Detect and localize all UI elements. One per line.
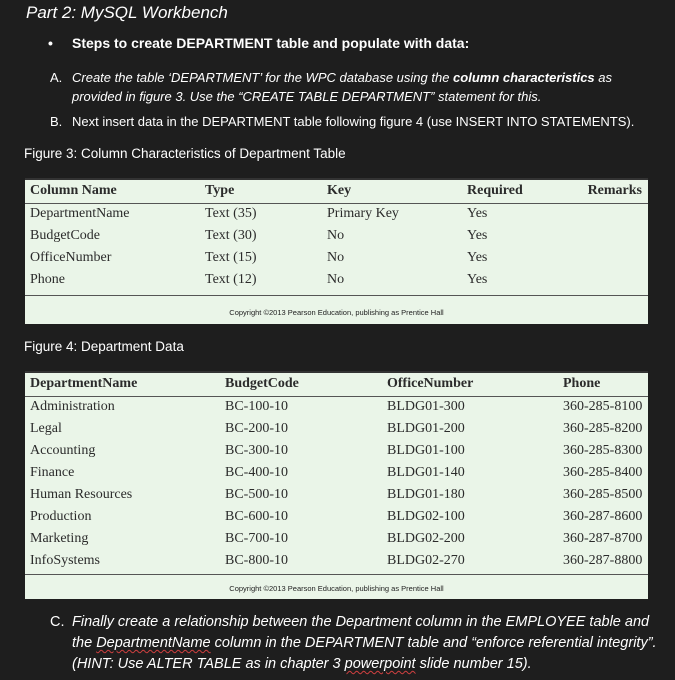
fig3-cell: Yes — [467, 228, 488, 243]
table-row — [25, 462, 648, 484]
figure4-caption: Figure 4: Department Data — [24, 339, 184, 354]
fig3-bottom-divider — [25, 295, 648, 296]
fig4-cell: BC-700-10 — [225, 531, 288, 546]
fig4-cell: BC-100-10 — [225, 399, 288, 414]
fig4-cell: InfoSystems — [30, 553, 100, 568]
fig3-header-key: Key — [327, 183, 352, 198]
step-c — [50, 612, 662, 675]
table-row — [25, 440, 648, 462]
fig3-cell: Text (12) — [205, 272, 257, 287]
fig4-cell: BLDG01-140 — [387, 465, 465, 480]
step-c-text-3: slide number 15). — [415, 656, 532, 672]
table-row — [25, 550, 648, 572]
figure4-header-row — [25, 373, 648, 395]
table-row — [25, 506, 648, 528]
step-a — [50, 68, 652, 106]
steps-bullet-text: Steps to create DEPARTMENT table and populate with data: — [72, 35, 470, 51]
steps-bullet — [48, 35, 469, 51]
figure3-table — [25, 178, 648, 324]
table-row — [25, 225, 648, 247]
fig4-cell: BLDG01-200 — [387, 421, 465, 436]
fig3-cell: Primary Key — [327, 206, 399, 221]
step-c-text — [72, 612, 662, 675]
fig3-cell: DepartmentName — [30, 206, 130, 221]
step-a-text-bold: column characteristics — [453, 70, 595, 85]
bullet-icon: • — [48, 35, 53, 51]
fig4-cell: Production — [30, 509, 92, 524]
step-a-text-2: as provided in figure 3. Use the “CREATE TABLE DEPARTMENT” statement for this. — [72, 70, 612, 104]
fig3-copyright: Copyright ©2013 Pearson Education, publishing as Prentice Hall — [229, 308, 444, 317]
fig4-header-budget-code: BudgetCode — [225, 376, 299, 391]
table-row — [25, 396, 648, 418]
fig4-cell: Marketing — [30, 531, 89, 546]
step-b-text: Next insert data in the DEPARTMENT table following figure 4 (use INSERT INTO STATEMENTS). — [72, 114, 635, 129]
fig4-cell: Finance — [30, 465, 75, 480]
step-a-text — [72, 68, 652, 106]
fig3-cell: BudgetCode — [30, 228, 100, 243]
fig4-copyright: Copyright ©2013 Pearson Education, publishing as Prentice Hall — [229, 584, 444, 593]
step-c-text-1: Finally create a relationship between the Department column in the EMPLOYEE table and the — [72, 614, 650, 651]
fig3-cell: Phone — [30, 272, 65, 287]
fig3-cell: OfficeNumber — [30, 250, 112, 265]
fig3-header-column-name: Column Name — [30, 183, 117, 198]
fig4-cell: BC-600-10 — [225, 509, 288, 524]
fig4-cell: BLDG02-200 — [387, 531, 465, 546]
fig3-header-required: Required — [467, 183, 523, 198]
fig3-cell: Yes — [467, 206, 488, 221]
fig4-cell: BLDG01-300 — [387, 399, 465, 414]
fig4-cell: 360-285-8500 — [563, 487, 643, 502]
page-title: Part 2: MySQL Workbench — [26, 3, 228, 22]
fig3-cell: Yes — [467, 272, 488, 287]
fig4-cell: BC-500-10 — [225, 487, 288, 502]
fig3-cell: No — [327, 272, 345, 287]
fig4-cell: 360-285-8100 — [563, 399, 643, 414]
table-row — [25, 418, 648, 440]
fig3-header-remarks: Remarks — [587, 183, 642, 198]
figure3-caption: Figure 3: Column Characteristics of Department Table — [24, 146, 346, 161]
step-b — [50, 112, 652, 131]
step-c-text-2: column in the DEPARTMENT table and “enforce referential integrity”. (HINT: Use ALTER TABLE as in chapter 3 — [72, 635, 657, 672]
fig3-cell: Text (30) — [205, 228, 257, 243]
fig3-header-type: Type — [205, 183, 235, 198]
step-a-text-1: Create the table ‘DEPARTMENT’ for the WPC database using the — [72, 70, 454, 85]
step-c-marker: C. — [50, 614, 65, 630]
table-row — [25, 203, 648, 225]
fig3-cell: Text (15) — [205, 250, 257, 265]
fig4-cell: BC-200-10 — [225, 421, 288, 436]
step-b-marker: B. — [50, 114, 63, 129]
fig4-cell: 360-287-8600 — [563, 509, 643, 524]
table-row — [25, 247, 648, 269]
fig4-header-department-name: DepartmentName — [30, 376, 138, 391]
fig3-cell: No — [327, 228, 345, 243]
fig4-cell: 360-287-8800 — [563, 553, 643, 568]
step-c-squig-1: DepartmentName — [96, 635, 211, 651]
fig4-cell: BLDG01-100 — [387, 443, 465, 458]
fig4-cell: BC-400-10 — [225, 465, 288, 480]
fig4-cell: BC-300-10 — [225, 443, 288, 458]
fig4-cell: BC-800-10 — [225, 553, 288, 568]
fig4-cell: Administration — [30, 399, 115, 414]
figure3-header-row — [25, 180, 648, 202]
fig4-cell: Legal — [30, 421, 62, 436]
fig4-header-phone: Phone — [563, 376, 601, 391]
table-row — [25, 484, 648, 506]
fig4-header-office-number: OfficeNumber — [387, 376, 474, 391]
fig4-cell: BLDG01-180 — [387, 487, 465, 502]
fig4-cell: Accounting — [30, 443, 96, 458]
fig4-cell: BLDG02-270 — [387, 553, 465, 568]
table-row — [25, 269, 648, 291]
step-a-marker: A. — [50, 70, 63, 85]
fig3-cell: Yes — [467, 250, 488, 265]
figure4-table — [25, 371, 648, 599]
fig4-cell: Human Resources — [30, 487, 133, 502]
fig4-bottom-divider — [25, 574, 648, 575]
fig4-cell: 360-285-8400 — [563, 465, 643, 480]
fig4-cell: 360-287-8700 — [563, 531, 643, 546]
fig4-cell: BLDG02-100 — [387, 509, 465, 524]
fig4-cell: 360-285-8200 — [563, 421, 643, 436]
fig4-cell: 360-285-8300 — [563, 443, 643, 458]
table-row — [25, 528, 648, 550]
fig3-cell: Text (35) — [205, 206, 257, 221]
fig3-cell: No — [327, 250, 345, 265]
step-c-squig-2: powerpoint — [344, 656, 416, 672]
